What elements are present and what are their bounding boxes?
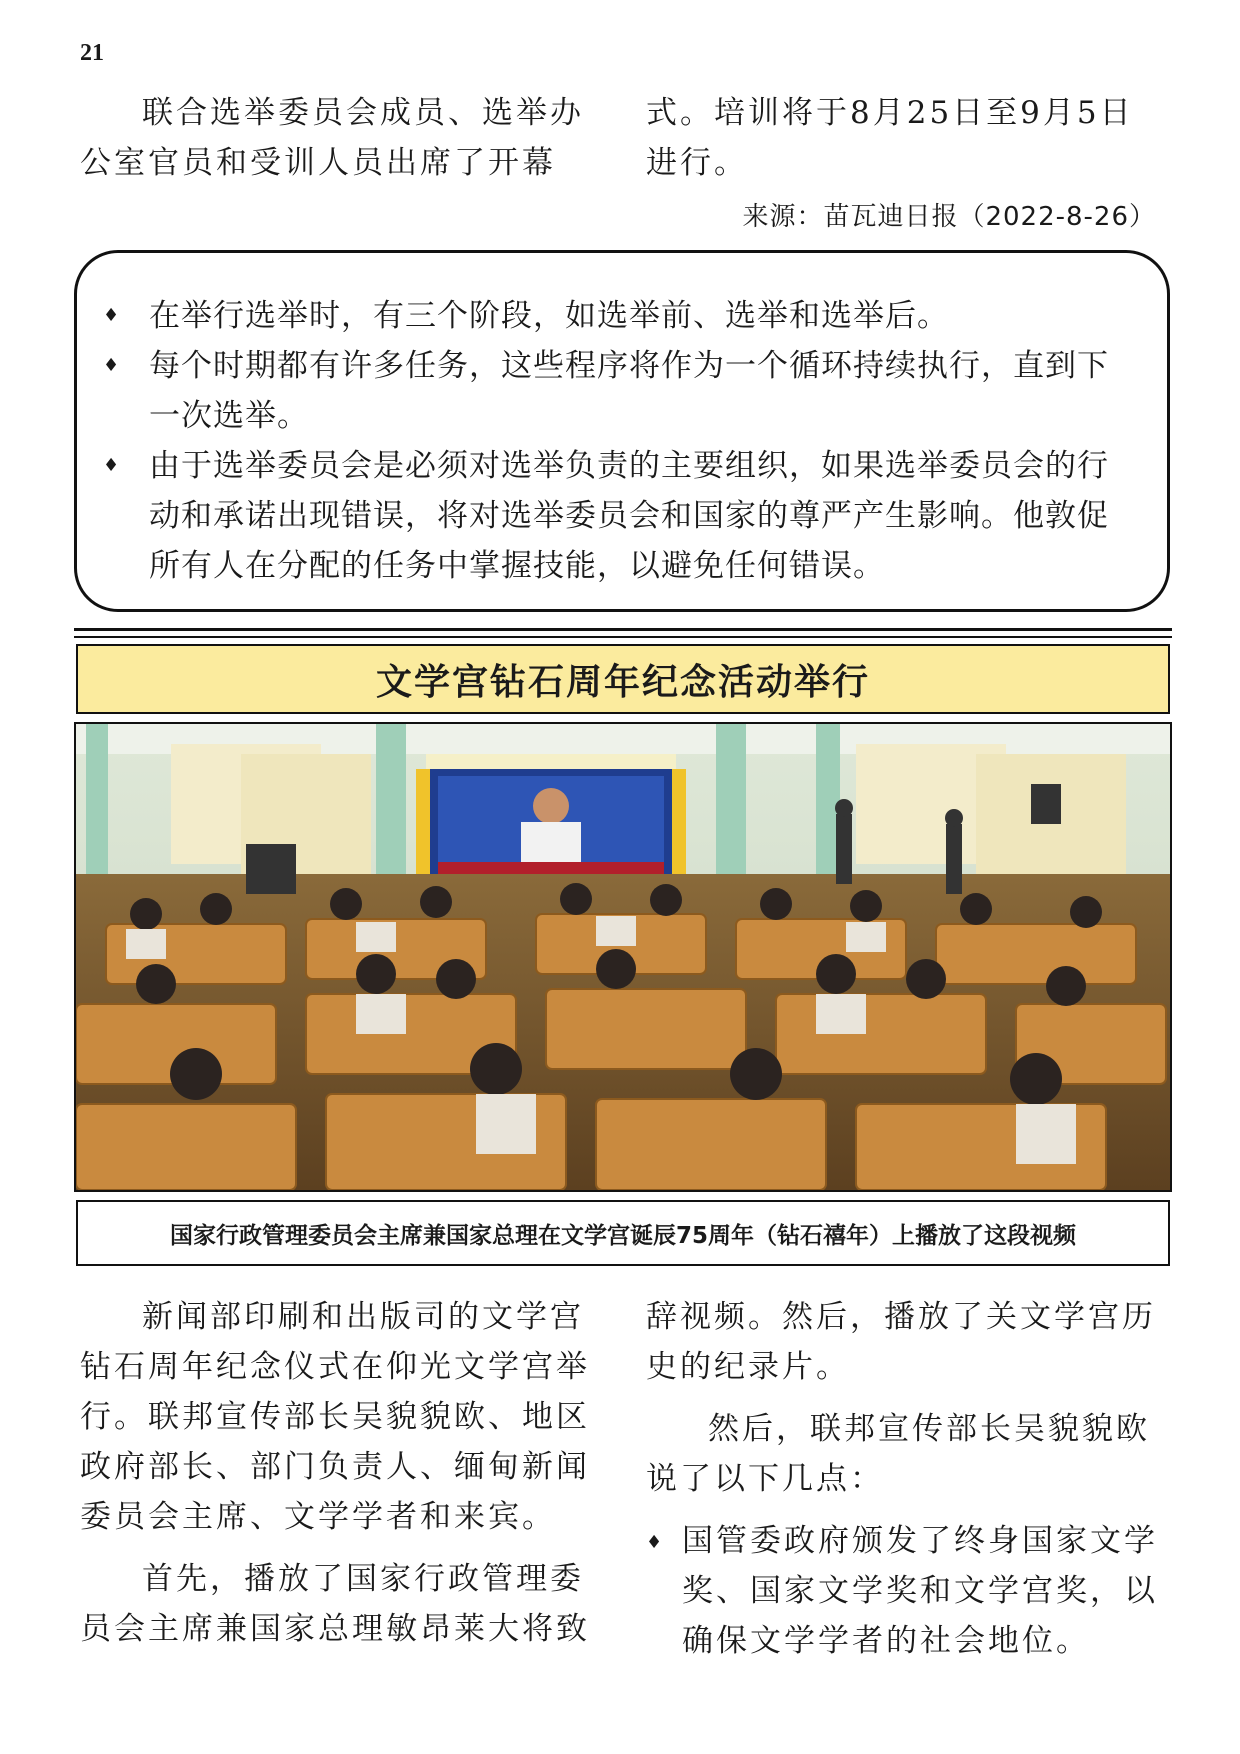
summary-item-text: 由于选举委员会是必须对选举负责的主要组织，如果选举委员会的行动和承诺出现错误，将对选举委员会和国家的尊严产生影响。他敦促所有人在分配的任务中掌握技能，以避免任何错误。: [149, 448, 1109, 584]
top-article-right-column: [646, 88, 1166, 188]
article-bullet-text: 国管委政府颁发了终身国家文学奖、国家文学奖和文学宫奖，以确保文学学者的社会地位。: [682, 1523, 1158, 1659]
event-photo: [74, 722, 1172, 1192]
diamond-bullet-icon: ♦: [103, 455, 121, 476]
diamond-bullet-icon: ♦: [103, 305, 121, 326]
article-headline: 文学宫钻石周年纪念活动举行: [76, 644, 1170, 714]
diamond-bullet-icon: ♦: [103, 355, 121, 376]
summary-item: [103, 291, 1137, 341]
divider-thin: [74, 636, 1172, 638]
article-paragraph: 辞视频。然后，播放了关文学宫历史的纪录片。: [646, 1299, 1156, 1385]
top-article-right-text: 式。培训将于8月25日至9月5日进行。: [646, 95, 1134, 181]
photo-caption: 国家行政管理委员会主席兼国家总理在文学宫诞辰75周年（钻石禧年）上播放了这段视频: [76, 1200, 1170, 1266]
hall-audience-illustration: [76, 724, 1170, 1190]
diamond-bullet-icon: ♦: [646, 1532, 666, 1553]
top-article-left-text: 联合选举委员会成员、选举办公室官员和受训人员出席了开幕: [80, 95, 584, 181]
divider-thick: [74, 628, 1172, 631]
top-article-left-column: [80, 88, 602, 188]
article-bullet-item: [646, 1516, 1168, 1666]
summary-box: [74, 250, 1170, 612]
article-left-column: [80, 1292, 602, 1654]
summary-item: [103, 441, 1137, 591]
article-paragraph: 然后，联邦宣传部长吴貌貌欧说了以下几点：: [646, 1411, 1150, 1497]
article-paragraph: 新闻部印刷和出版司的文学宫钻石周年纪念仪式在仰光文学宫举行。联邦宣传部长吴貌貌欧、地区政府部长、部门负责人、缅甸新闻委员会主席、文学学者和来宾。: [80, 1299, 590, 1535]
article-right-column: [646, 1292, 1168, 1666]
page-number: 21: [80, 40, 104, 66]
source-citation: 来源：苗瓦迪日报（2022-8-26）: [742, 202, 1156, 232]
summary-item-text: 每个时期都有许多任务，这些程序将作为一个循环持续执行，直到下一次选举。: [149, 348, 1109, 434]
summary-list: [77, 253, 1167, 591]
summary-item: [103, 341, 1137, 441]
summary-item-text: 在举行选举时，有三个阶段，如选举前、选举和选举后。: [149, 298, 949, 334]
article-paragraph: 首先，播放了国家行政管理委员会主席兼国家总理敏昂莱大将致: [80, 1561, 590, 1647]
